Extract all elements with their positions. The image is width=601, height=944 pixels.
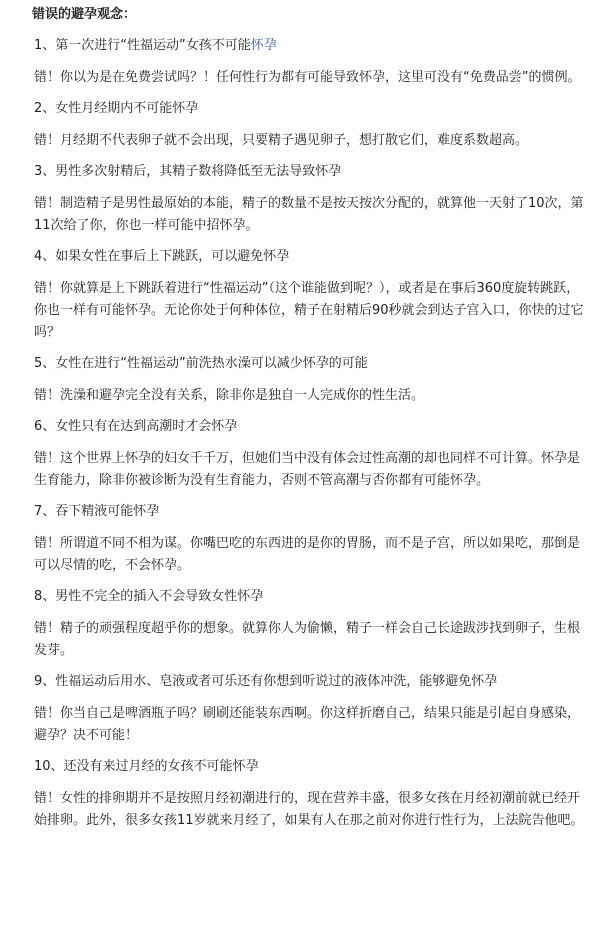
myth-question: 5、女性在进行“性福运动”前洗热水澡可以减少怀孕的可能 [34,356,368,371]
list-item [34,671,591,747]
myth-answer: 错！所谓道不同不相为谋。你嘴巴吃的东西进的是你的胃肠，而不是子宫，所以如果吃，那倒是可以尽情的吃，不会怀孕。 [34,536,581,573]
myth-question: 10、还没有来过月经的女孩不可能怀孕 [34,759,259,774]
article-heading: 错误的避孕观念： [32,7,137,22]
myth-question: 6、女性只有在达到高潮时才会怀孕 [34,419,238,434]
list-item [34,161,591,237]
myth-answer: 错！这个世界上怀孕的妇女千千万，但她们当中没有体会过性高潮的却也同样不可计算。怀孕是生育能力，除非你被诊断为没有生育能力，否则不管高潮与否你都有可能怀孕。 [34,451,581,488]
list-item [34,416,591,492]
myth-question: 9、性福运动后用水、皂液或者可乐还有你想到听说过的液体冲洗，能够避免怀孕 [34,674,498,689]
myth-question: 8、男性不完全的插入不会导致女性怀孕 [34,589,264,604]
myth-answer: 错！月经期不代表卵子就不会出现，只要精子遇见卵子，想打散它们，难度系数超高。 [34,133,529,148]
myth-answer: 错！洗澡和避孕完全没有关系，除非你是独自一人完成你的性生活。 [34,388,425,403]
myth-answer: 错！精子的顽强程度超乎你的想象。就算你人为偷懒，精子一样会自己长途跋涉找到卵子，生根发芽。 [34,621,581,658]
list-item [34,353,591,407]
myth-answer: 错！你当自己是啤酒瓶子吗？刷刷还能装东西啊。你这样折磨自己，结果只能是引起自身感染，避孕？决不可能！ [34,706,581,743]
list-item [34,35,591,89]
list-item [34,586,591,662]
myth-answer: 错！你就算是上下跳跃着进行“性福运动”（这个谁能做到呢？），或者是在事后360度旋转跳跃，你也一样有可能怀孕。无论你处于何种体位，精子在射精后90秒就会到达子宫入口，你快的过它吗？ [34,281,584,340]
myth-answer: 错！制造精子是男性最原始的本能，精子的数量不是按天按次分配的，就算他一天射了10次，第11次给了你，你也一样可能中招怀孕。 [34,196,584,233]
myth-answer: 错！你以为是在免费尝试吗？！任何性行为都有可能导致怀孕，这里可没有“免费品尝”的惯例。 [34,70,581,85]
myth-question-text: 1、第一次进行“性福运动”女孩不可能 [34,38,251,53]
myth-question: 7、吞下精液可能怀孕 [34,504,160,519]
list-item [34,98,591,152]
list-item [34,756,591,832]
myth-question: 4、如果女性在事后上下跳跃，可以避免怀孕 [34,249,290,264]
myth-question: 2、女性月经期内不可能怀孕 [34,101,199,116]
myth-question: 3、男性多次射精后，其精子数将降低至无法导致怀孕 [34,164,342,179]
list-item [34,246,591,344]
pregnancy-link[interactable]: 怀孕 [250,38,277,53]
myth-question [34,35,591,57]
myth-answer: 错！女性的排卵期并不是按照月经初潮进行的，现在营养丰盛，很多女孩在月经初潮前就已经开始排卵。此外，很多女孩11岁就来月经了，如果有人在那之前对你进行性行为，上法院告他吧。 [34,791,584,828]
list-item [34,501,591,577]
